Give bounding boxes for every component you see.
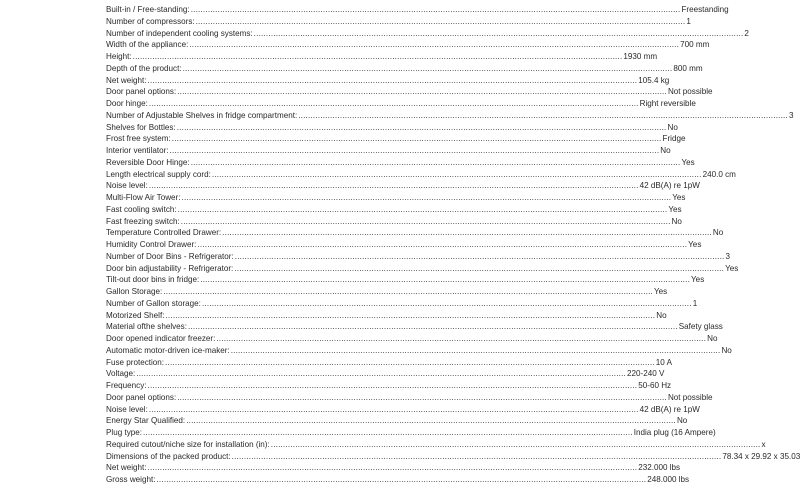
dot-leader: ........................................................................................................................................................................................................ <box>211 169 702 179</box>
spec-label: Fuse protection: <box>106 357 165 367</box>
spec-value: 78.34 x 29.92 x 35.03 <box>722 451 800 461</box>
spec-value: No <box>656 310 667 320</box>
spec-label: Gallon Storage: <box>106 287 163 296</box>
spec-row <box>106 145 671 157</box>
spec-row <box>106 345 732 357</box>
dot-leader: ........................................................................................................................................................................................................ <box>147 75 638 85</box>
dot-leader: ........................................................................................................................................................................................................ <box>148 181 639 191</box>
spec-value: Yes <box>688 240 702 249</box>
spec-value: 42 dB(A) re 1pW <box>639 404 700 414</box>
dot-leader: ........................................................................................................................................................................................................ <box>156 475 647 484</box>
spec-row <box>106 321 723 333</box>
spec-value: No <box>667 122 678 132</box>
spec-value: No <box>721 345 732 355</box>
spec-label: Voltage: <box>106 369 136 379</box>
spec-row <box>106 427 716 439</box>
spec-row <box>106 239 702 251</box>
dot-leader: ........................................................................................................................................................................................................ <box>197 240 688 249</box>
spec-value: India plug (16 Ampere) <box>633 428 716 437</box>
spec-row <box>106 298 698 310</box>
spec-row <box>106 439 766 451</box>
spec-row <box>106 98 696 110</box>
spec-label: Door panel options: <box>106 87 177 97</box>
spec-value: Right reversible <box>639 99 696 108</box>
dot-leader: ........................................................................................................................................................................................................ <box>201 298 692 308</box>
spec-row <box>106 474 690 486</box>
spec-value: x <box>761 439 766 449</box>
spec-row <box>106 333 718 345</box>
dot-leader: ........................................................................................................................................................................................................ <box>165 357 655 367</box>
spec-value: 1 <box>692 298 698 308</box>
dot-leader: ........................................................................................................................................................................................................ <box>177 204 668 214</box>
dot-leader: ........................................................................................................................................................................................................ <box>180 216 671 226</box>
spec-label: Interior ventilator: <box>106 146 169 155</box>
dot-leader: ........................................................................................................................................................................................................ <box>148 99 639 108</box>
spec-row <box>106 392 713 404</box>
dot-leader: ........................................................................................................................................................................................................ <box>230 345 721 355</box>
spec-label: Material ofthe shelves: <box>106 322 187 332</box>
spec-value: 10 A <box>655 357 672 367</box>
spec-value: Freestanding <box>681 5 729 14</box>
spec-value: 240.0 cm <box>702 169 736 179</box>
spec-row <box>106 192 686 204</box>
spec-value: 248.000 lbs <box>647 475 690 484</box>
spec-label: Dimensions of the packed product: <box>106 451 231 461</box>
spec-row <box>106 380 672 392</box>
dot-leader: ........................................................................................................................................................................................................ <box>200 275 691 285</box>
spec-row <box>106 310 667 322</box>
spec-label: Shelves for Bottles: <box>106 122 176 132</box>
spec-row <box>106 51 658 63</box>
spec-value: No <box>660 146 671 155</box>
spec-value: 42 dB(A) re 1pW <box>639 181 700 191</box>
spec-label: Temperature Controlled Drawer: <box>106 228 222 238</box>
dot-leader: ........................................................................................................................................................................................................ <box>190 5 681 14</box>
spec-row <box>106 216 682 228</box>
dot-leader: ........................................................................................................................................................................................................ <box>234 263 725 273</box>
spec-row <box>106 110 794 122</box>
spec-label: Frequency: <box>106 381 147 390</box>
spec-row <box>106 39 710 51</box>
dot-leader: ........................................................................................................................................................................................................ <box>231 451 722 461</box>
dot-leader: ........................................................................................................................................................................................................ <box>298 110 788 120</box>
spec-row <box>106 263 739 275</box>
spec-value: Yes <box>668 204 682 214</box>
spec-row <box>106 462 681 474</box>
spec-row <box>106 451 800 463</box>
dot-leader: ........................................................................................................................................................................................................ <box>147 381 638 390</box>
dot-leader: ........................................................................................................................................................................................................ <box>222 228 712 238</box>
dot-leader: ........................................................................................................................................................................................................ <box>143 428 633 437</box>
dot-leader: ........................................................................................................................................................................................................ <box>169 146 660 155</box>
spec-value: No <box>707 334 718 343</box>
spec-row <box>106 75 670 87</box>
dot-leader: ........................................................................................................................................................................................................ <box>195 16 686 26</box>
spec-value: 700 mm <box>680 40 710 50</box>
dot-leader: ........................................................................................................................................................................................................ <box>132 52 623 61</box>
spec-value: 800 mm <box>673 63 703 73</box>
spec-value: 50-60 Hz <box>638 381 672 390</box>
spec-label: Frost free system: <box>106 134 171 144</box>
spec-value: 3 <box>725 251 731 261</box>
spec-value: Yes <box>681 157 695 167</box>
spec-label: Door opened indicator freezer: <box>106 334 216 343</box>
spec-label: Depth of the product: <box>106 63 182 73</box>
spec-row <box>106 368 665 380</box>
spec-label: Tilt-out door bins in fridge: <box>106 275 200 285</box>
spec-label: Noise level: <box>106 181 148 191</box>
dot-leader: ........................................................................................................................................................................................................ <box>216 334 707 343</box>
spec-row <box>106 251 731 263</box>
dot-leader: ........................................................................................................................................................................................................ <box>187 322 678 332</box>
spec-label: Number of independent cooling systems: <box>106 28 253 38</box>
spec-label: Humidity Control Drawer: <box>106 240 197 249</box>
spec-label: Door panel options: <box>106 392 177 402</box>
spec-label: Fast cooling switch: <box>106 204 177 214</box>
spec-row <box>106 274 705 286</box>
spec-row <box>106 357 672 369</box>
spec-row <box>106 286 668 298</box>
spec-label: Net weight: <box>106 75 147 85</box>
spec-label: Required cutout/niche size for installation (in): <box>106 439 270 449</box>
spec-label: Reversible Door Hinge: <box>106 157 190 167</box>
spec-label: Number of Adjustable Shelves in fridge compartment: <box>106 110 298 120</box>
spec-value: 2 <box>744 28 749 38</box>
spec-value: Yes <box>672 193 686 202</box>
spec-value: 105.4 kg <box>638 75 670 85</box>
spec-label: Number of Gallon storage: <box>106 298 201 308</box>
dot-leader: ........................................................................................................................................................................................................ <box>253 28 744 38</box>
spec-label: Door bin adjustability - Refrigerator: <box>106 263 234 273</box>
dot-leader: ........................................................................................................................................................................................................ <box>181 193 672 202</box>
spec-row <box>106 415 688 427</box>
spec-label: Door hinge: <box>106 99 148 108</box>
spec-row <box>106 86 713 98</box>
dot-leader: ........................................................................................................................................................................................................ <box>148 404 639 414</box>
spec-value: Not possible <box>667 392 713 402</box>
dot-leader: ........................................................................................................................................................................................................ <box>234 251 725 261</box>
spec-label: Energy Star Qualified: <box>106 416 186 426</box>
spec-label: Built-in / Free-standing: <box>106 5 190 14</box>
spec-value: 1 <box>686 16 691 26</box>
dot-leader: ........................................................................................................................................................................................................ <box>147 463 638 473</box>
spec-row <box>106 122 678 134</box>
dot-leader: ........................................................................................................................................................................................................ <box>176 122 667 132</box>
spec-label: Net weight: <box>106 463 147 473</box>
dot-leader: ........................................................................................................................................................................................................ <box>177 392 667 402</box>
spec-value: Yes <box>691 275 705 285</box>
spec-label: Number of Door Bins - Refrigerator: <box>106 251 234 261</box>
spec-value: Yes <box>725 263 739 273</box>
spec-value: 3 <box>788 110 794 120</box>
spec-value: 232.000 lbs <box>638 463 681 473</box>
spec-label: Automatic motor-driven ice-maker: <box>106 345 230 355</box>
spec-row <box>106 169 736 181</box>
dot-leader: ........................................................................................................................................................................................................ <box>189 40 680 50</box>
spec-value: Safety glass <box>678 322 723 332</box>
spec-label: Length electrical supply cord: <box>106 169 211 179</box>
spec-label: Fast freezing switch: <box>106 216 180 226</box>
spec-label: Height: <box>106 52 132 61</box>
spec-value: 1930 mm <box>623 52 658 61</box>
spec-row <box>106 63 703 75</box>
spec-label: Multi-Flow Air Tower: <box>106 193 181 202</box>
dot-leader: ........................................................................................................................................................................................................ <box>190 157 681 167</box>
spec-row <box>106 404 700 416</box>
spec-label: Number of compressors: <box>106 16 195 26</box>
dot-leader: ........................................................................................................................................................................................................ <box>171 134 662 144</box>
spec-row <box>106 28 749 40</box>
spec-value: Not possible <box>667 87 713 97</box>
dot-leader: ........................................................................................................................................................................................................ <box>136 369 627 379</box>
spec-label: Plug type: <box>106 428 142 437</box>
spec-label: Motorized Shelf: <box>106 310 165 320</box>
spec-value: Fridge <box>662 134 686 144</box>
dot-leader: ........................................................................................................................................................................................................ <box>270 439 761 449</box>
spec-label: Width of the appliance: <box>106 40 189 50</box>
spec-value: No <box>676 416 688 426</box>
spec-value: No <box>671 216 682 226</box>
dot-leader: ........................................................................................................................................................................................................ <box>163 287 653 296</box>
spec-row <box>106 4 729 16</box>
spec-row <box>106 180 700 192</box>
dot-leader: ........................................................................................................................................................................................................ <box>177 87 667 97</box>
spec-row <box>106 157 695 169</box>
spec-row <box>106 204 682 216</box>
spec-value: No <box>712 228 724 238</box>
spec-row <box>106 227 724 239</box>
dot-leader: ........................................................................................................................................................................................................ <box>165 310 656 320</box>
spec-row <box>106 16 691 28</box>
spec-sheet <box>106 4 800 486</box>
spec-value: 220-240 V <box>627 369 665 379</box>
dot-leader: ........................................................................................................................................................................................................ <box>182 63 673 73</box>
dot-leader: ........................................................................................................................................................................................................ <box>186 416 676 426</box>
spec-row <box>106 133 686 145</box>
spec-label: Gross weight: <box>106 475 156 484</box>
spec-value: Yes <box>654 287 668 296</box>
spec-label: Noise level: <box>106 404 148 414</box>
